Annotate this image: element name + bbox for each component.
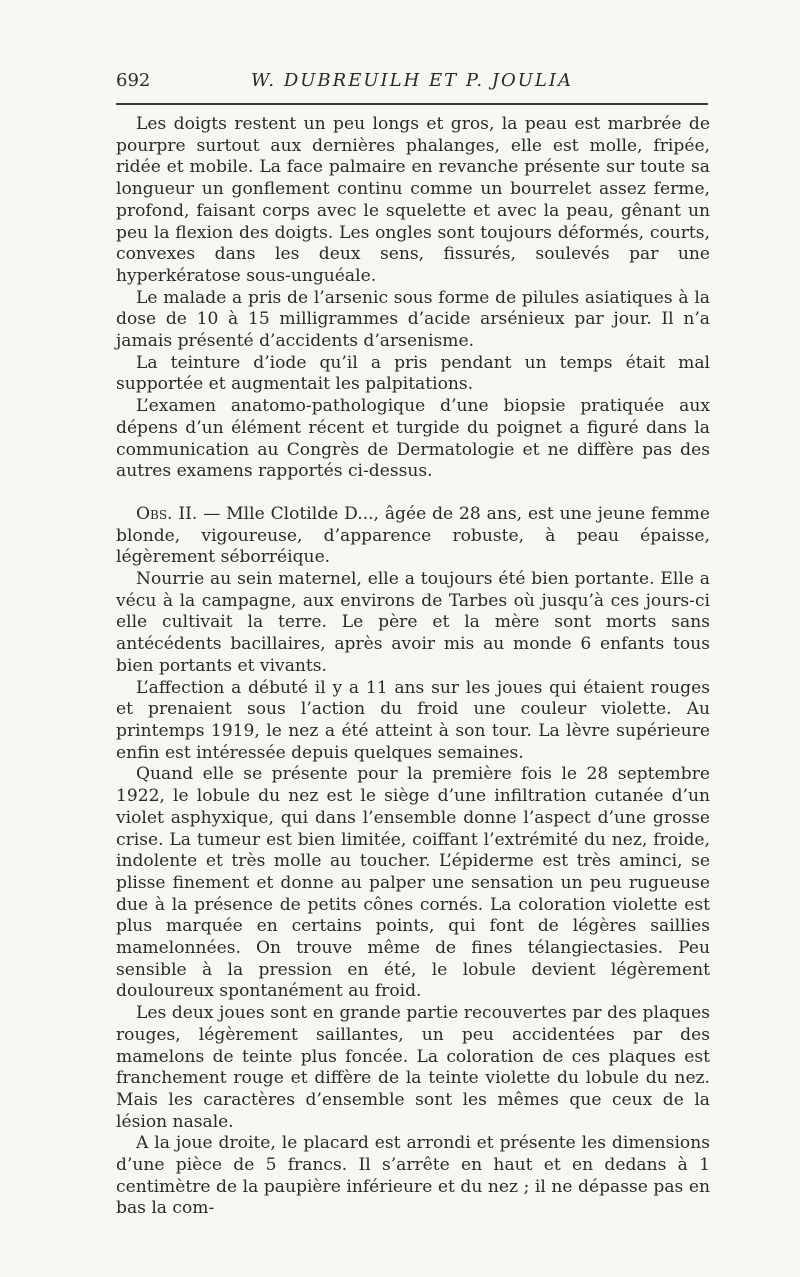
page-number: 692	[116, 70, 151, 91]
running-header	[116, 70, 708, 96]
paragraph: L’affection a débuté il y a 11 ans sur les joues qui étaient rouges et prenaient sous l’action du froid une couleur violette. Au printemps 1919, le nez a été atteint à son tour. La lèvre supérieure enfin est intéressée depuis quelques semaines.	[116, 677, 710, 763]
observation-intro-text: — Mlle Clotilde D..., âgée de 28 ans, est une jeune femme blonde, vigoureuse, d’apparence robuste, à peau épaisse, légèrement séborréique.	[116, 503, 710, 568]
paragraph: Les doigts restent un peu longs et gros, la peau est marbrée de pourpre surtout aux dernières phalanges, elle est molle, fripée, ridée et mobile. La face palmaire en revanche présente sur toute sa longueur un gonflement continu comme un bourrelet assez ferme, profond, faisant corps avec le squelette et avec la peau, gênant un peu la flexion des doigts. Les ongles sont toujours déformés, courts, convexes dans les deux sens, fissurés, soulevés par une hyperkératose sous-unguéale.	[116, 114, 710, 286]
paragraph: Quand elle se présente pour la première fois le 28 septembre 1922, le lobule du nez est le siège d’une infiltration cutanée d’un violet asphyxique, qui dans l’ensemble donne l’aspect d’une grosse crise. La tumeur est bien limitée, coiffant l’extrémité du nez, froide, indolente et très molle au toucher. L’épiderme est très aminci, se plisse finement et donne au palper une sensation un peu rugueuse due à la présence de petits cônes cornés. La coloration violette est plus marquée en certains points, qui font de légères saillies mamelonnées. On trouve même de fines télangiectasies. Peu sensible à la pression en été, le lobule devient légèrement douloureux spontanément au froid.	[116, 764, 710, 1002]
header-rule	[116, 103, 708, 105]
paragraph: Nourrie au sein maternel, elle a toujours été bien portante. Elle a vécu à la campagne, aux environs de Tarbes où jusqu’à ces jours-ci elle cultivait la terre. Le père et la mère sont morts sans antécédents bacillaires, après avoir mis au monde 6 enfants tous bien portants et vivants.	[116, 569, 710, 676]
observation-intro	[116, 504, 710, 569]
observation-label: Obs. II.	[136, 503, 198, 524]
paragraph: L’examen anatomo-pathologique d’une biopsie pratiquée aux dépens d’un élément récent et turgide du poignet a figuré dans la communication au Congrès de Dermatologie et ne diffère pas des autres examens rapportés ci-dessus.	[116, 396, 710, 482]
running-title: W. DUBREUILH ET P. JOULIA	[251, 70, 573, 91]
paragraph: A la joue droite, le placard est arrondi et présente les dimensions d’une pièce de 5 francs. Il s’arrête en haut et en dedans à 1 centimètre de la paupière inférieure et du nez ; il ne dépasse pas en bas la com-	[116, 1133, 710, 1219]
paragraph: La teinture d’iode qu’il a pris pendant un temps était mal supportée et augmentait les palpitations.	[116, 352, 710, 395]
paragraph: Le malade a pris de l’arsenic sous forme de pilules asiatiques à la dose de 10 à 15 milligrammes d’acide arsénieux par jour. Il n’a jamais présenté d’accidents d’arsenisme.	[116, 287, 710, 352]
page-body	[116, 114, 710, 1220]
paragraph: Les deux joues sont en grande partie recouvertes par des plaques rouges, légèrement saillantes, un peu accidentées par des mamelons de teinte plus foncée. La coloration de ces plaques est franchement rouge et diffère de la teinte violette du lobule du nez. Mais les caractères d’ensemble sont les mêmes que ceux de la lésion nasale.	[116, 1003, 710, 1132]
